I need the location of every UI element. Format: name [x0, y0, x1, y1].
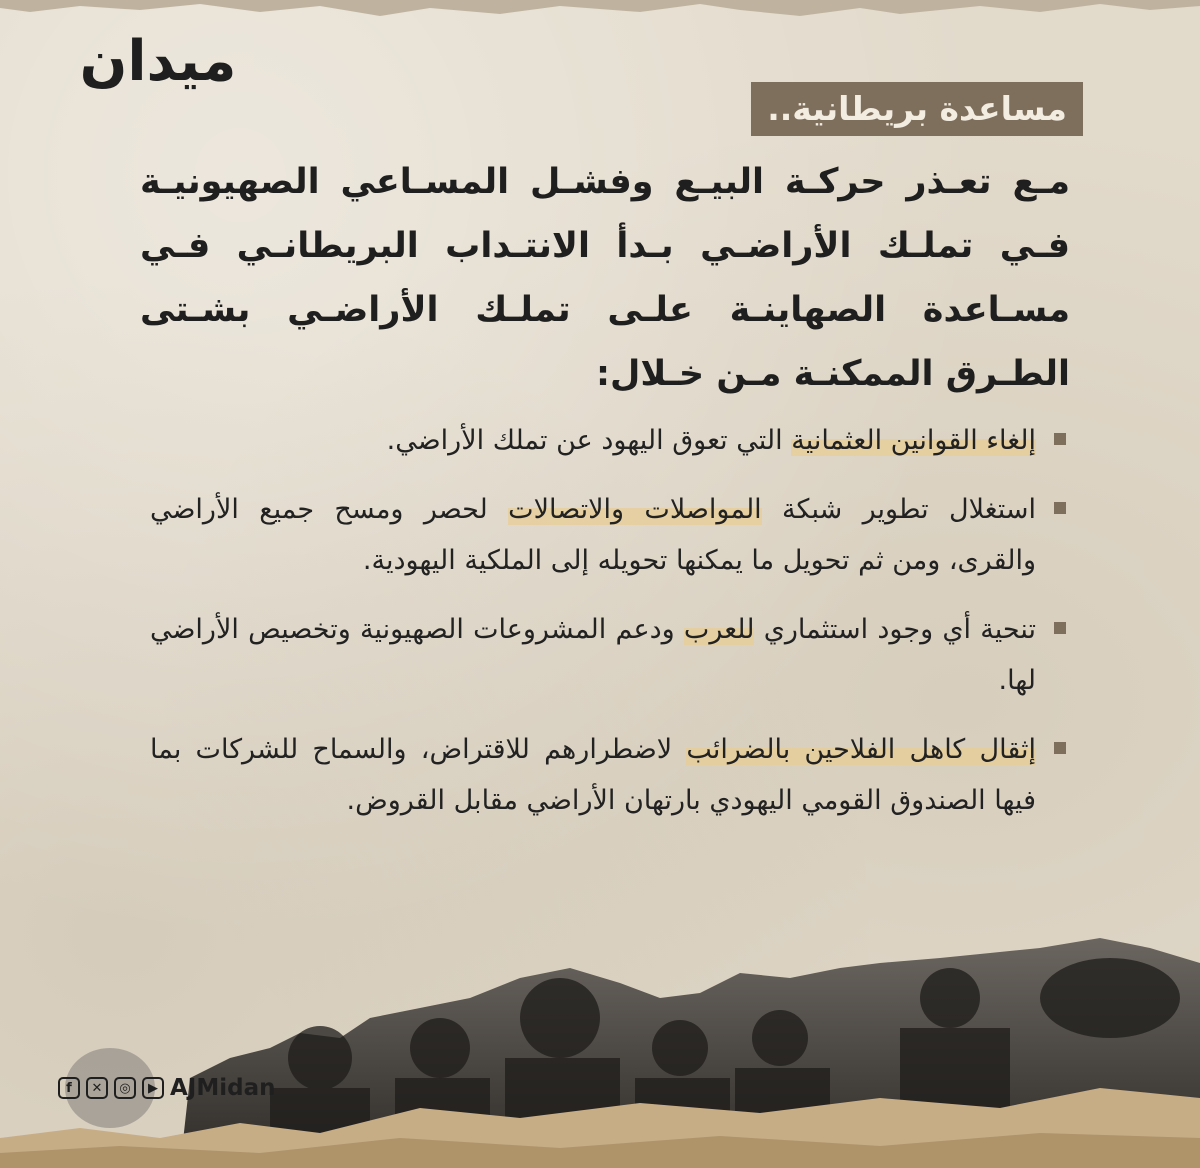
social-handle-bar	[58, 1073, 276, 1103]
list-item	[150, 724, 1070, 826]
historical-photo-strip	[0, 938, 1200, 1168]
midan-logo: ميدان	[79, 29, 237, 94]
bullet-square-icon	[1054, 433, 1066, 445]
highlighted-text: إثقال كاهل الفلاحين بالضرائب	[686, 734, 1036, 765]
social-handle-text: AJMidan	[170, 1075, 276, 1101]
twitter-icon: ✕	[86, 1077, 108, 1099]
instagram-icon: ◎	[114, 1077, 136, 1099]
highlighted-text: للعرب	[683, 614, 755, 645]
highlighted-text: المواصلات والاتصالات	[508, 494, 762, 525]
bullet-text: استغلال تطوير شبكة	[761, 494, 1037, 525]
bullet-text: لحصر ومسح جميع الأراضي والقرى، ومن ثم تحويل ما يمكنها تحويله إلى الملكية اليهودية.	[150, 494, 1036, 576]
bullet-text: لاضطرارهم للاقتراض، والسماح للشركات بما فيها الصندوق القومي اليهودي بارتهان الأراضي مقابل القروض.	[150, 734, 1036, 816]
bullet-square-icon	[1054, 622, 1066, 634]
list-item	[150, 484, 1070, 586]
youtube-icon: ▶	[142, 1077, 164, 1099]
bullet-text: ودعم المشروعات الصهيونية وتخصيص الأراضي لها.	[150, 614, 1036, 696]
bullet-list	[150, 415, 1070, 844]
bullet-square-icon	[1054, 742, 1066, 754]
highlighted-text: إلغاء القوانين العثمانية	[791, 425, 1036, 456]
torn-paper-top-edge	[0, 0, 1200, 30]
section-label: مساعدة بريطانية..	[751, 82, 1083, 136]
list-item	[150, 415, 1070, 466]
intro-paragraph: مـع تعـذر حركـة البيـع وفشـل المسـاعي الصهيونيـة فـي تملـك الأراضـي بـدأ الانتـداب البريطانـي فـي مسـاعدة الصهاينـة علـى تملـك الأراضـي بشـتى الطـرق الممكنـة مـن خـلال:	[140, 162, 1070, 394]
facebook-icon: f	[58, 1077, 80, 1099]
bullet-square-icon	[1054, 502, 1066, 514]
bullet-text: تنحية أي وجود استثماري	[754, 614, 1036, 645]
bullet-text: التي تعوق اليهود عن تملك الأراضي.	[386, 425, 792, 456]
list-item	[150, 604, 1070, 706]
